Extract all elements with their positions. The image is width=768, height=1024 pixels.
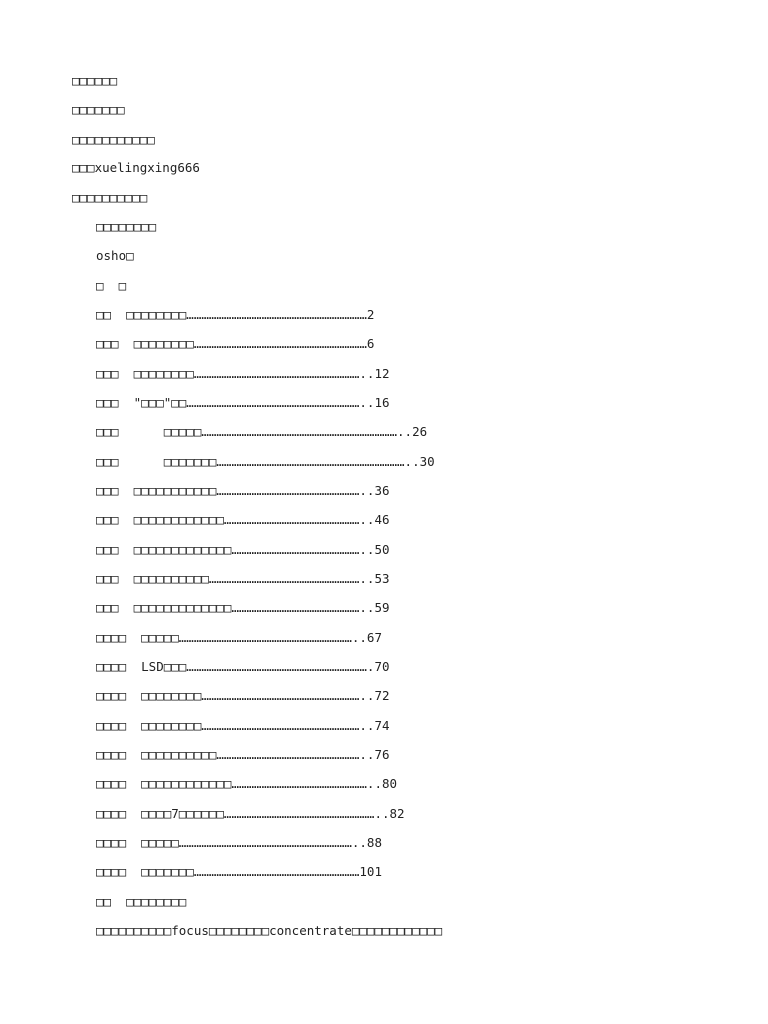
toc-entry: □□□□ □□□□□□□□………………………………………………………..72 xyxy=(96,688,390,703)
toc-entry: □□□□ □□□□□……………………………………………………………..88 xyxy=(96,835,382,850)
header-line-5: □□□□□□□□□□ xyxy=(72,190,148,205)
toc-entry: □□□ □□□□□□□□□□□□□……………………………………………..59 xyxy=(96,600,390,615)
toc-entry: □□□□ □□□□□□□□………………………………………………………..74 xyxy=(96,718,390,733)
toc-entry: □□□□ □□□□□□□…………………………………………………………101 xyxy=(96,864,382,879)
author-line: □□□xuelingxing666 xyxy=(72,160,200,175)
toc-entry: □□□□ □□□□□□□□□□…………………………………………………..76 xyxy=(96,747,390,762)
header-line-3: □□□□□□□□□□□ xyxy=(72,132,155,147)
toc-entry: □□ □□□□□□□□ xyxy=(96,894,187,909)
toc-entry: □□□□ LSD□□□……………………………………………………………….70 xyxy=(96,659,390,674)
toc-entry: □□□ "□□□"□□……………………………………………………………..16 xyxy=(96,395,390,410)
toc-entry: □□□ □□□□□□□□□□……………………………………………………..53 xyxy=(96,571,390,586)
toc-entry: □□□ □□□□□□□□□□□□………………………………………………..46 xyxy=(96,512,390,527)
toc-entry: □□□ □□□□□□□□…………………………………………………………..12 xyxy=(96,366,390,381)
toc-entry: □□□□ □□□□□……………………………………………………………..67 xyxy=(96,630,382,645)
toc-entry: □□□ □□□□□□□□□□□…………………………………………………..36 xyxy=(96,483,390,498)
toc-entry: □□□ □□□□□□□…………………………………………………………………..30 xyxy=(96,454,435,469)
toc-entry: □□□□ □□□□□□□□□□□□………………………………………………..80 xyxy=(96,776,398,791)
toc-entry: □□□□ □□□□7□□□□□□……………………………………………………..82 xyxy=(96,806,405,821)
closing-line: □□□□□□□□□□focus□□□□□□□□concentrate□□□□□□□□□□□□ xyxy=(96,923,443,938)
header-line-1: □□□□□□ xyxy=(72,73,118,88)
toc-entry: □□□ □□□□□□□□□□□□□……………………………………………..50 xyxy=(96,542,390,557)
intro-line-1: □□□□□□□□ xyxy=(96,219,157,234)
toc-entry: □□□ □□□□□□□□……………………………………………………………6 xyxy=(96,336,375,351)
intro-line-3: □ □ xyxy=(96,278,127,293)
header-line-2: □□□□□□□ xyxy=(72,102,125,117)
intro-line-2: osho□ xyxy=(96,248,134,263)
toc-entry: □□□ □□□□□……………………………………………………………………..26 xyxy=(96,424,428,439)
toc-entry: □□ □□□□□□□□………………………………………………………………2 xyxy=(96,307,375,322)
